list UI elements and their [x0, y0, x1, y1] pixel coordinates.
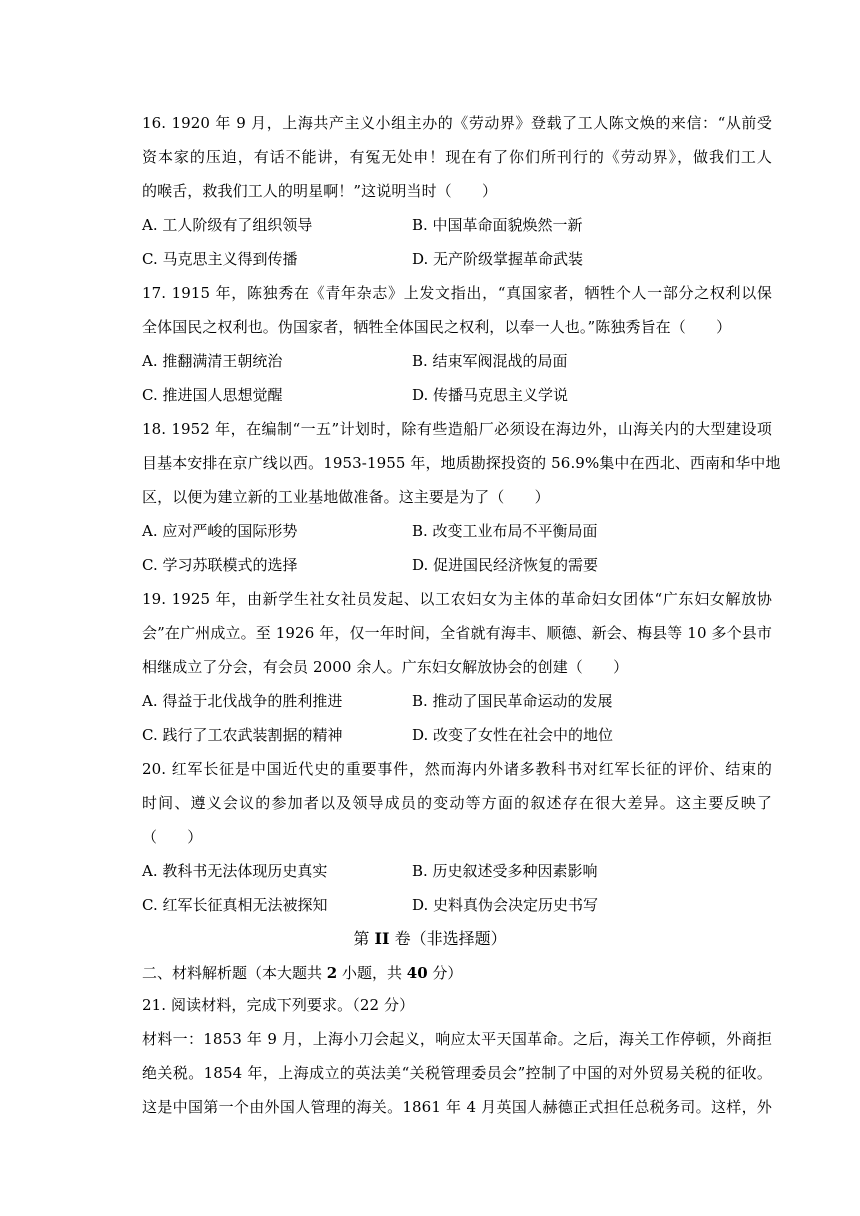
question-16-option-b[interactable]: B. 中国革命面貌焕然一新 [412, 216, 583, 234]
question-21-title: 21. 阅读材料，完成下列要求。（22 分） [142, 996, 415, 1014]
part-2-heading-roman: II [374, 929, 390, 948]
part-2-heading-pre: 第 [353, 929, 375, 948]
question-18-line-1: 18. 1952 年，在编制“一五”计划时，除有些造船厂必须设在海边外，山海关内的大型建设项 [142, 420, 772, 438]
question-18-option-a[interactable]: A. 应对严峻的国际形势 [142, 522, 298, 540]
section-score: 40 [406, 964, 428, 982]
section-title-post: 分） [427, 964, 463, 982]
question-19-option-d[interactable]: D. 改变了女性在社会中的地位 [412, 726, 614, 744]
question-19-option-c[interactable]: C. 践行了工农武装割据的精神 [142, 726, 343, 744]
question-20-line-2: 时间、遵义会议的参加者以及领导成员的变动等方面的叙述存在很大差异。这主要反映了 [142, 794, 772, 812]
question-16-line-2: 资本家的压迫，有话不能讲，有冤无处申！现在有了你们所刊行的《劳动界》，做我们工人 [142, 148, 772, 166]
question-19-option-a[interactable]: A. 得益于北伐战争的胜利推进 [142, 692, 343, 710]
section-title-mid: 小题，共 [337, 964, 407, 982]
question-19-option-b[interactable]: B. 推动了国民革命运动的发展 [412, 692, 613, 710]
question-17-option-b[interactable]: B. 结束军阀混战的局面 [412, 352, 568, 370]
question-17-option-a[interactable]: A. 推翻满清王朝统治 [142, 352, 283, 370]
section-title [142, 963, 462, 983]
question-18-line-2: 目基本安排在京广线以西。1953-1955 年，地质勘探投资的 56.9%集中在西北、西南和华中地 [142, 454, 781, 472]
question-20-line-3: （ ） [142, 828, 203, 846]
question-18-option-b[interactable]: B. 改变工业布局不平衡局面 [412, 522, 598, 540]
question-20-option-b[interactable]: B. 历史叙述受多种因素影响 [412, 862, 598, 880]
question-18-line-3: 区，以便为建立新的工业基地做准备。这主要是为了（ ） [142, 488, 550, 506]
question-20-option-c[interactable]: C. 红军长征真相无法被探知 [142, 896, 328, 914]
question-20-line-1: 20. 红军长征是中国近代史的重要事件，然而海内外诸多教科书对红军长征的评价、结束的 [142, 760, 772, 778]
question-16-line-1: 16. 1920 年 9 月，上海共产主义小组主办的《劳动界》登载了工人陈文焕的来信：“从前受 [142, 114, 772, 132]
question-17-option-d[interactable]: D. 传播马克思主义学说 [412, 386, 569, 404]
question-16-option-d[interactable]: D. 无产阶级掌握革命武装 [412, 250, 584, 268]
question-19-line-1: 19. 1925 年，由新学生社女社员发起、以工农妇女为主体的革命妇女团体“广东妇女解放协 [142, 590, 772, 608]
question-18-option-d[interactable]: D. 促进国民经济恢复的需要 [412, 556, 599, 574]
section-title-pre: 二、材料解析题（本大题共 [142, 964, 327, 982]
question-18-option-c[interactable]: C. 学习苏联模式的选择 [142, 556, 298, 574]
question-16-option-a[interactable]: A. 工人阶级有了组织领导 [142, 216, 313, 234]
part-2-heading [0, 928, 860, 950]
part-2-heading-post: 卷（非选择题） [389, 929, 507, 948]
material-1-line-2: 绝关税。1854 年，上海成立的英法美“关税管理委员会”控制了中国的对外贸易关税的征收。 [142, 1064, 772, 1082]
question-20-option-a[interactable]: A. 教科书无法体现历史真实 [142, 862, 328, 880]
question-17-line-1: 17. 1915 年，陈独秀在《青年杂志》上发文指出，“真国家者，牺牲个人一部分之权利以保 [142, 284, 772, 302]
question-19-line-3: 相继成立了分会，有会员 2000 余人。广东妇女解放协会的创建（ ） [142, 658, 629, 676]
question-20-option-d[interactable]: D. 史料真伪会决定历史书写 [412, 896, 599, 914]
question-17-line-2: 全体国民之权利也。伪国家者，牺牲全体国民之权利，以奉一人也。”陈独秀旨在（ ） [142, 318, 732, 336]
question-17-option-c[interactable]: C. 推进国人思想觉醒 [142, 386, 283, 404]
question-16-option-c[interactable]: C. 马克思主义得到传播 [142, 250, 298, 268]
section-question-count: 2 [326, 964, 338, 982]
question-19-line-2: 会”在广州成立。至 1926 年，仅一年时间，全省就有海丰、顺德、新会、梅县等 10 多个县市 [142, 624, 772, 642]
question-16-line-3: 的喉舌，救我们工人的明星啊！”这说明当时（ ） [142, 182, 498, 200]
material-1-line-3: 这是中国第一个由外国人管理的海关。1861 年 4 月英国人赫德正式担任总税务司。这样，外 [142, 1098, 772, 1116]
material-1-line-1: 材料一：1853 年 9 月，上海小刀会起义，响应太平天国革命。之后，海关工作停顿，外商拒 [142, 1030, 772, 1048]
